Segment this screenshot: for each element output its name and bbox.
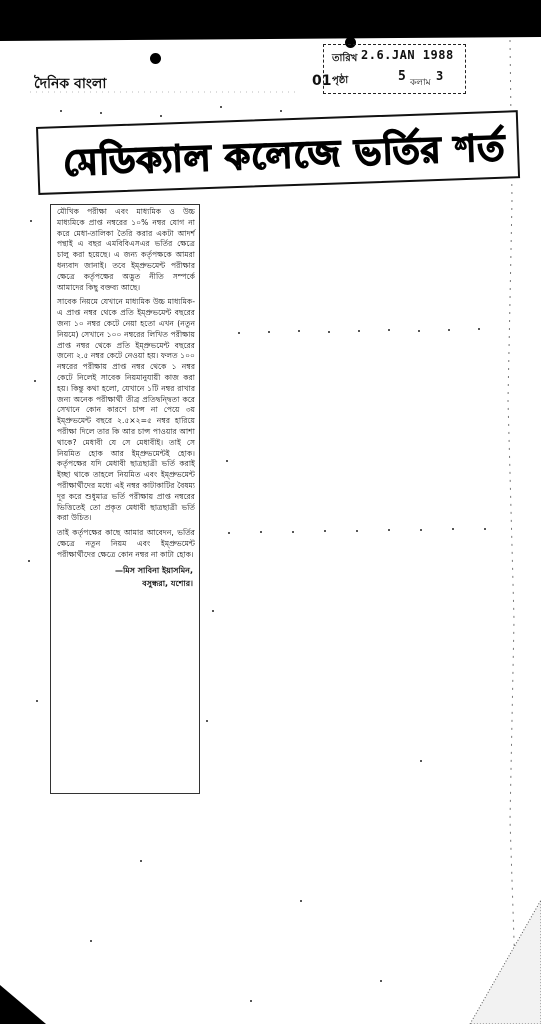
signature-name: —মিস সাবিনা ইয়াসমিন, bbox=[114, 565, 193, 575]
date-label: তারিখ bbox=[332, 53, 358, 64]
column-label: কলাম bbox=[410, 78, 431, 88]
letter-paragraph-2: সাবেক নিয়মে যেখানে মাধ্যমিক উচ্চ মাধ্যমিক-এ প্রাপ্ত নম্বর থেকে প্রতি ইম্প্রুভমেন্ট বছরের জন্য ১০ নম্বর কেটে নেয়া হতো এখন (নতুন নিয়মে) সেখানে ১০০ নম্বরের লিখিত পরীক্ষায় প্রাপ্ত নম্বর থেকে প্রতি ইম্প্রুভমেন্ট বছরের জন্যে ২.৫ নম্বর কেটে নেওয়া হয়। ফলত ১০০ নম্বরের পরীক্ষায় প্রাপ্ত নম্বর থেকে ১ নম্বর কেটে নিলেই সাবেক নিয়মানুযায়ী কাজ করা হয়। কিন্তু কথা হলো, যেখানে ১টি নম্বর রাখার জন্য অনেক পরীক্ষার্থী তীব্র প্রতিদ্বন্দ্বিতা করে সেখানে কোন কারণে চান্স না পেয়ে ৩য় ইম্প্রুভমেন্ট বছরে ২.৫×২=৫ নম্বর হারিয়ে পরীক্ষা দিলে তার কি আর চান্স পাওয়ার আশা থাকে? মেধাবী যে সে মেধাবীই। তাই সে নিয়মিত হোক আর ইম্প্রুভমেন্টই হোক। কর্তৃপক্ষের যদি মেধাবী ছাত্রছাত্রী ভর্তি করাই ইচ্ছা থাকে তাহলে নিয়মিত এবং ইম্প্রুভমেন্ট পরীক্ষার্থীদের মধ্যে এই নম্বর কাটাকাটির বৈষম্য দূর করে শুধুমাত্র ভর্তি পরীক্ষায় প্রাপ্ত নম্বরের ভিত্তিতেই তো প্রকৃত মেধাবী ছাত্রছাত্রী ভর্তি করা উচিত। bbox=[57, 297, 195, 523]
letter-paragraph-1: মৌখিক পরীক্ষা এবং মাধ্যমিক ও উচ্চ মাধ্যমিকে প্রাপ্ত নম্বরের ১০% নম্বর যোগ না করে মেধা-তালিকা তৈরি করার একটা আদর্শ পন্থাই এ বছর এমবিবিএসএর ভর্তির ক্ষেত্রে চালু করা হয়েছে। এ জন্য কর্তৃপক্ষকে আমরা ধন্যবাদ জানাই। তবে ইম্প্রুভমেন্ট পরীক্ষার ক্ষেত্রে কর্তৃপক্ষের অদ্ভুত নীতি সম্পর্কে আমাদের কিছু বক্তব্য আছে। bbox=[57, 207, 195, 292]
punch-hole-left bbox=[150, 53, 161, 64]
letter-paragraph-3: তাই কর্তৃপক্ষের কাছে আমার আবেদন, ভর্তির ক্ষেত্রে নতুন নিয়ম এবং ইম্প্রুভমেন্ট পরীক্ষার্থীদের ক্ষেত্রে কোন নম্বর না কাটা হোক। bbox=[57, 528, 195, 559]
reference-number: 01 bbox=[312, 73, 332, 89]
letter-clipping bbox=[50, 204, 200, 794]
stamp-date: 2.6.JAN 1988 bbox=[361, 48, 454, 62]
date-stamp bbox=[323, 44, 466, 94]
page-label: পৃষ্ঠা bbox=[332, 75, 349, 86]
headline: মেডিক্যাল কলেজে ভর্তির শর্ত bbox=[62, 127, 507, 185]
column-number: 3 bbox=[436, 69, 444, 83]
signature-place: বসুন্ধরা, যশোর। bbox=[142, 578, 193, 588]
newspaper-name: দৈনিক বাংলা bbox=[34, 76, 107, 92]
page-number: 5 bbox=[398, 69, 406, 84]
